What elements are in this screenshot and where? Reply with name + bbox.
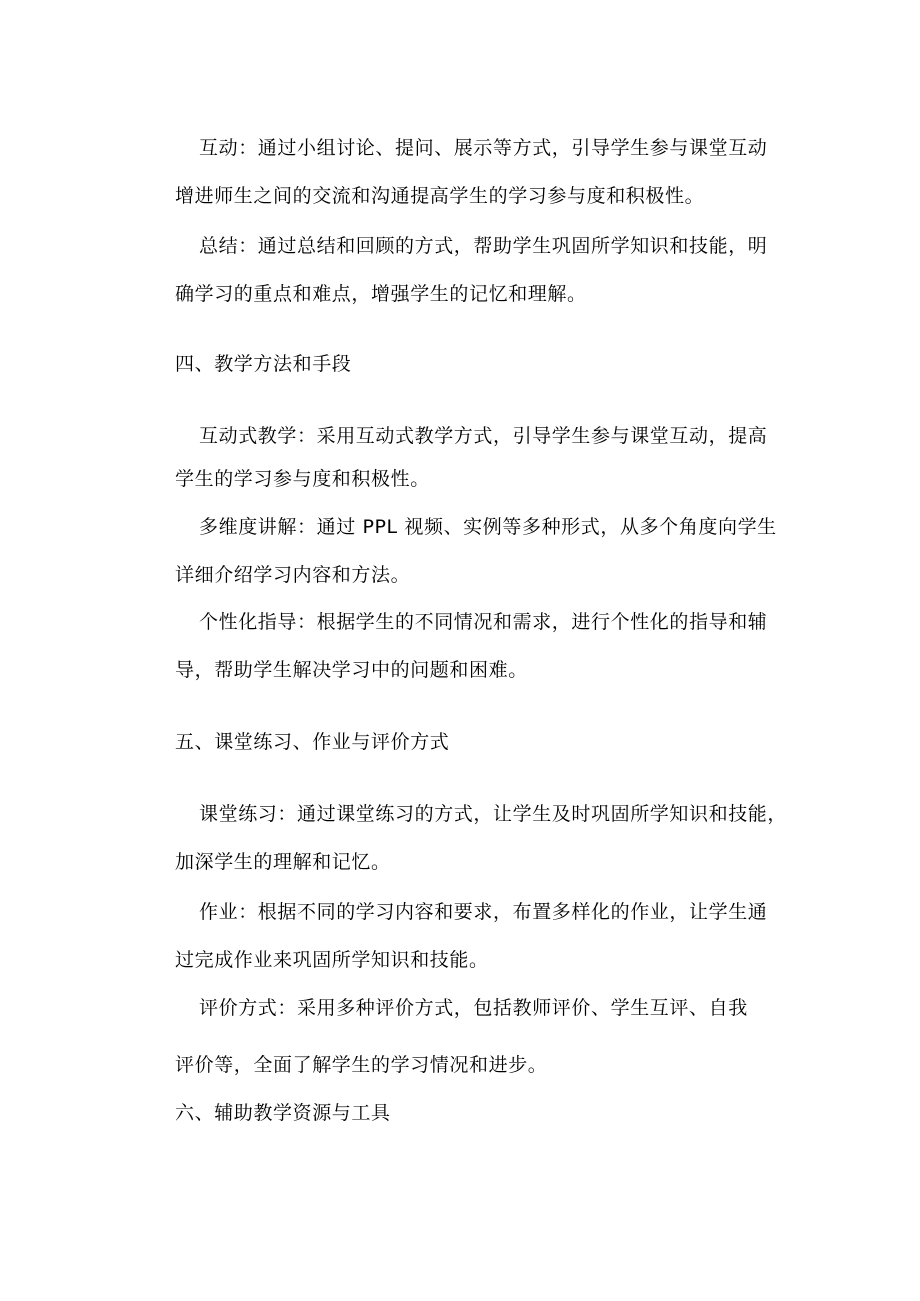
paragraph-line: 互动：通过小组讨论、提问、展示等方式，引导学生参与课堂互动 <box>199 137 768 159</box>
paragraph-line: 评价方式：采用多种评价方式，包括教师评价、学生互评、自我 <box>199 997 748 1019</box>
paragraph-line: 互动式教学：采用互动式教学方式，引导学生参与课堂互动，提高 <box>199 425 768 447</box>
section-heading-4: 四、教学方法和手段 <box>175 353 352 375</box>
paragraph-line: 评价等，全面了解学生的学习情况和进步。 <box>175 1054 548 1076</box>
paragraph-line: 增进师生之间的交流和沟通提高学生的学习参与度和积极性。 <box>175 185 705 207</box>
paragraph-line: 确学习的重点和难点，增强学生的记忆和理解。 <box>175 283 587 305</box>
paragraph-line: 作业：根据不同的学习内容和要求，布置多样化的作业，让学生通 <box>199 901 768 923</box>
paragraph-line: 学生的学习参与度和积极性。 <box>175 468 430 490</box>
section-heading-6: 六、辅助教学资源与工具 <box>175 1102 391 1124</box>
section-heading-5: 五、课堂练习、作业与评价方式 <box>175 731 450 753</box>
paragraph-line: 过完成作业来巩固所学知识和技能。 <box>175 949 489 971</box>
paragraph-line: 多维度讲解：通过 PPL 视频、实例等多种形式，从多个角度向学生 <box>199 516 777 538</box>
paragraph-line: 课堂练习：通过课堂练习的方式，让学生及时巩固所学知识和技能， <box>199 803 788 825</box>
paragraph-line: 个性化指导：根据学生的不同情况和需求，进行个性化的指导和辅 <box>199 611 768 633</box>
paragraph-line: 详细介绍学习内容和方法。 <box>175 564 411 586</box>
paragraph-line: 加深学生的理解和记忆。 <box>175 851 391 873</box>
paragraph-line: 总结：通过总结和回顾的方式，帮助学生巩固所学知识和技能，明 <box>199 235 768 257</box>
paragraph-line: 导，帮助学生解决学习中的问题和困难。 <box>175 659 528 681</box>
